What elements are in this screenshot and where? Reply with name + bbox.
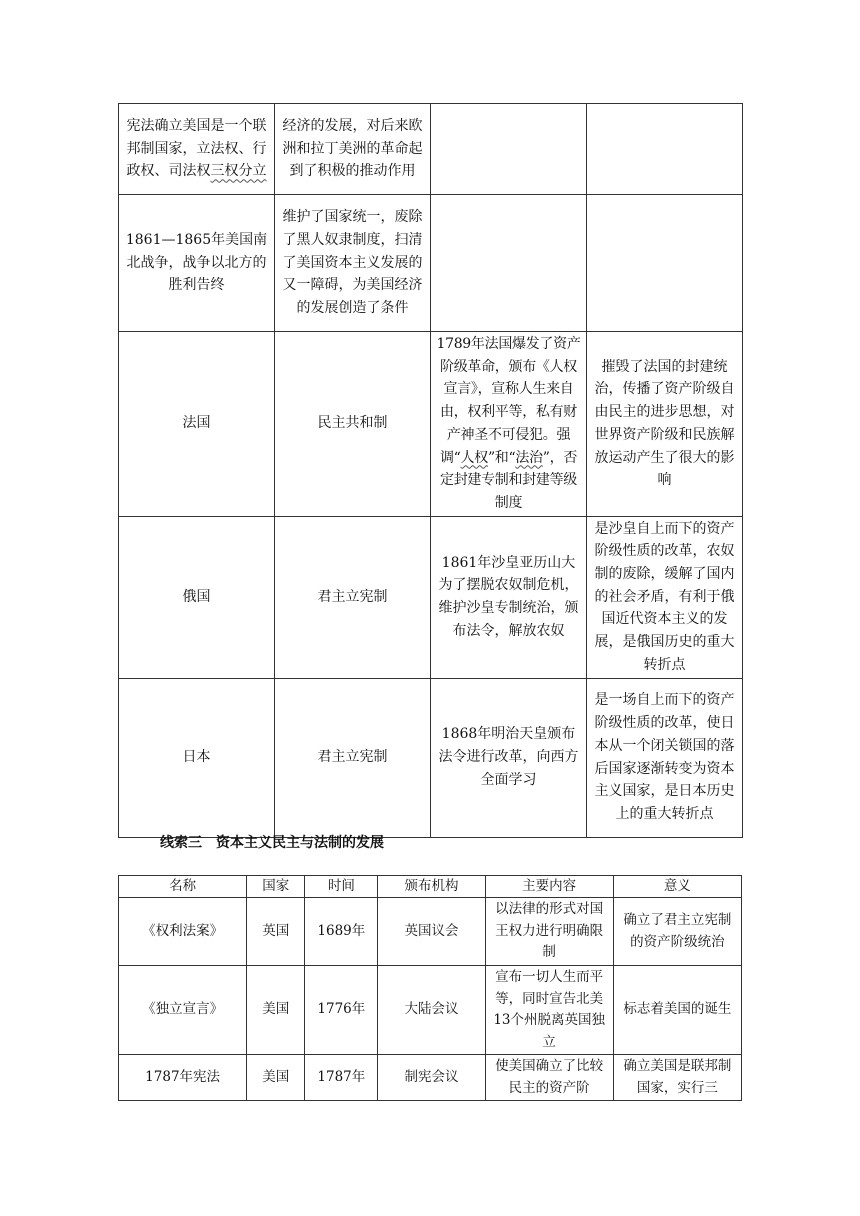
table-cell: 使美国确立了比较民主的资产阶 [485,1055,613,1101]
table-cell [587,195,743,332]
table-row [119,678,743,837]
table-cell: 摧毁了法国的封建统治，传播了资产阶级自由民主的进步思想，对世界资产阶级和民族解放运动产生了很大的影响 [587,332,743,517]
heading-label: 线索三 [160,835,202,851]
table-cell: 1689年 [305,898,378,966]
cell-text: 宪法确立美国是一个联邦制国家，立法权、行政权、司法权 [126,117,267,180]
table-cell: 英国 [247,898,305,966]
table-cell: 君主立宪制 [275,516,431,678]
table-row [119,898,742,966]
table-cell: 确立美国是联邦制国家，实行三 [613,1055,741,1101]
table-cell: 宣布一切人生而平等，同时宣告北美13个州脱离英国独立 [485,966,613,1055]
heading-title: 资本主义民主与法制的发展 [216,835,384,851]
table-cell: 1861—1865年美国南北战争，战争以北方的胜利告终 [119,195,275,332]
documents-table [118,875,742,1101]
table-row [119,966,742,1055]
table-cell [431,104,587,195]
table-cell: 俄国 [119,516,275,678]
table-cell [587,104,743,195]
table-cell: 《独立宣言》 [119,966,247,1055]
column-header: 主要内容 [485,876,613,898]
political-systems-table [118,103,743,838]
table-cell: 制宪会议 [378,1055,485,1101]
table-cell: 确立了君主立宪制的资产阶级统治 [613,898,741,966]
table-cell: 民主共和制 [275,332,431,517]
table-cell: 1861年沙皇亚历山大为了摆脱农奴制危机，维护沙皇专制统治，颁布法令，解放农奴 [431,516,587,678]
column-header: 意义 [613,876,741,898]
table-cell: 美国 [247,966,305,1055]
table-cell: 是沙皇自上而下的资产阶级性质的改革，农奴制的废除，缓解了国内的社会矛盾，有利于俄国近代资本主义的发展，是俄国历史的重大转折点 [587,516,743,678]
table-header-row [119,876,742,898]
table-cell: 经济的发展，对后来欧洲和拉丁美洲的革命起到了积极的推动作用 [275,104,431,195]
table-row [119,516,743,678]
table-row [119,104,743,195]
underlined-term: 法治 [515,449,543,466]
table-cell: 是一场自上而下的资产阶级性质的改革，使日本从一个闭关锁国的落后国家逐渐转变为资本主义国家，是日本历史上的重大转折点 [587,678,743,837]
table-cell: 1787年 [305,1055,378,1101]
table-cell [431,332,587,517]
table-cell: 维护了国家统一，废除了黑人奴隶制度，扫清了美国资本主义发展的又一障碍，为美国经济的发展创造了条件 [275,195,431,332]
table-cell: 君主立宪制 [275,678,431,837]
table-row [119,1055,742,1101]
table-cell: 《权利法案》 [119,898,247,966]
table-cell: 英国议会 [378,898,485,966]
table-cell [119,104,275,195]
table-row [119,332,743,517]
underlined-term: 人权 [460,449,488,466]
table-cell: 法国 [119,332,275,517]
table-cell: 美国 [247,1055,305,1101]
table-cell: 1868年明治天皇颁布法令进行改革，向西方全面学习 [431,678,587,837]
table-cell: 1787年宪法 [119,1055,247,1101]
underlined-term: 三权分立 [210,163,267,180]
cell-text: ”，否定封建专制和封建等级制度 [440,449,578,511]
table-cell: 大陆会议 [378,966,485,1055]
table-row [119,195,743,332]
column-header: 国家 [247,876,305,898]
section-heading [160,832,384,852]
column-header: 时间 [305,876,378,898]
table-cell: 1776年 [305,966,378,1055]
column-header: 名称 [119,876,247,898]
table-cell: 日本 [119,678,275,837]
table-cell: 标志着美国的诞生 [613,966,741,1055]
table-cell [431,195,587,332]
column-header: 颁布机构 [378,876,485,898]
table-cell: 以法律的形式对国王权力进行明确限制 [485,898,613,966]
cell-text: ”和“ [487,449,516,466]
cell-text: 1789年法国爆发了资产阶级革命，颁布《人权宣言》，宣称人生来自由，权利平等，私有财产神圣不可侵犯。强调“ [436,336,581,466]
